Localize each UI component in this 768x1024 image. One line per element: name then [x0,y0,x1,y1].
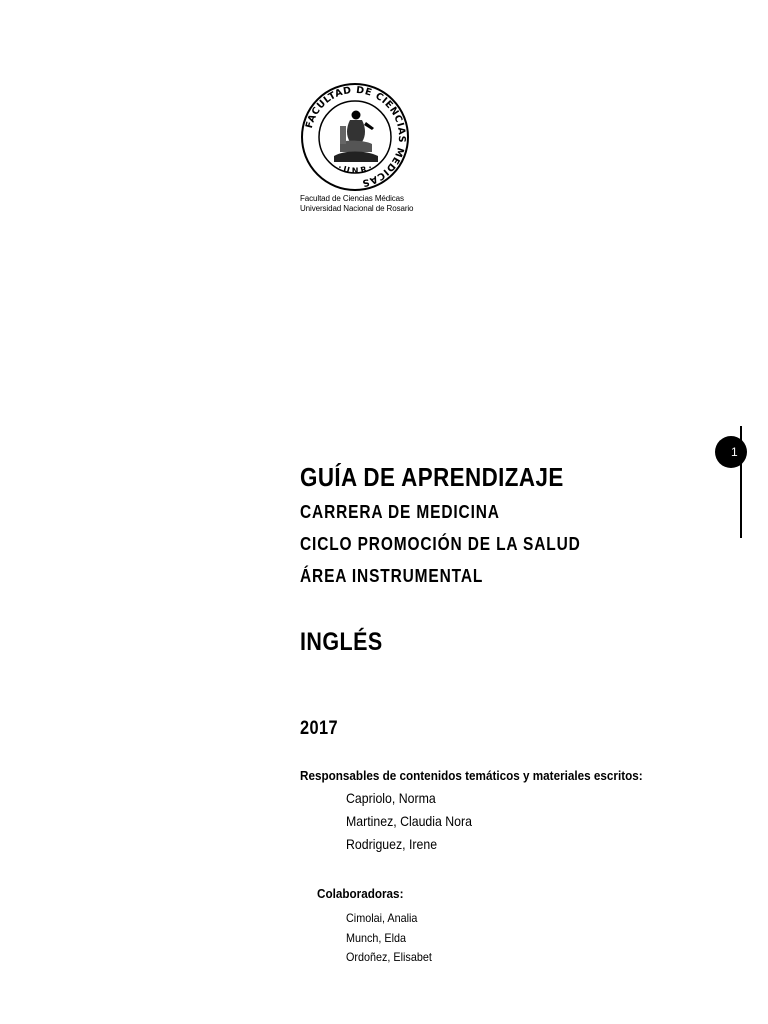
institution-line-faculty: Facultad de Ciencias Médicas [300,194,404,203]
area-title: ÁREA INSTRUMENTAL [300,566,484,586]
faculty-seal [300,82,410,192]
seal-ring-text: FACULTAD DE CIENCIAS MEDICAS [303,84,408,189]
collaborator-name: Munch, Elda [346,931,407,945]
collaborator-name: Ordoñez, Elisabet [346,950,432,964]
cycle-title: CICLO PROMOCIÓN DE LA SALUD [300,534,581,554]
svg-text:· U N R · [337,163,374,176]
responsible-name: Martinez, Claudia Nora [346,813,472,829]
collaborators-label: Colaboradoras: [317,886,404,901]
institution-line-university: Universidad Nacional de Rosario [300,204,414,213]
collaborator-name: Cimolai, Analia [346,911,418,925]
responsibles-label: Responsables de contenidos temáticos y materiales escritos: [300,768,643,783]
guide-title: GUÍA DE APRENDIZAJE [300,462,564,492]
seal-bottom-text: · U N R · [336,162,374,176]
page-number-badge: 1 [715,436,747,468]
subject-title: INGLÉS [300,628,383,656]
responsible-name: Rodriguez, Irene [346,836,438,852]
seal-figure [334,111,378,163]
year-title: 2017 [300,718,339,739]
career-title: CARRERA DE MEDICINA [300,502,500,522]
institution-name [300,194,413,214]
responsible-name: Capriolo, Norma [346,790,436,806]
